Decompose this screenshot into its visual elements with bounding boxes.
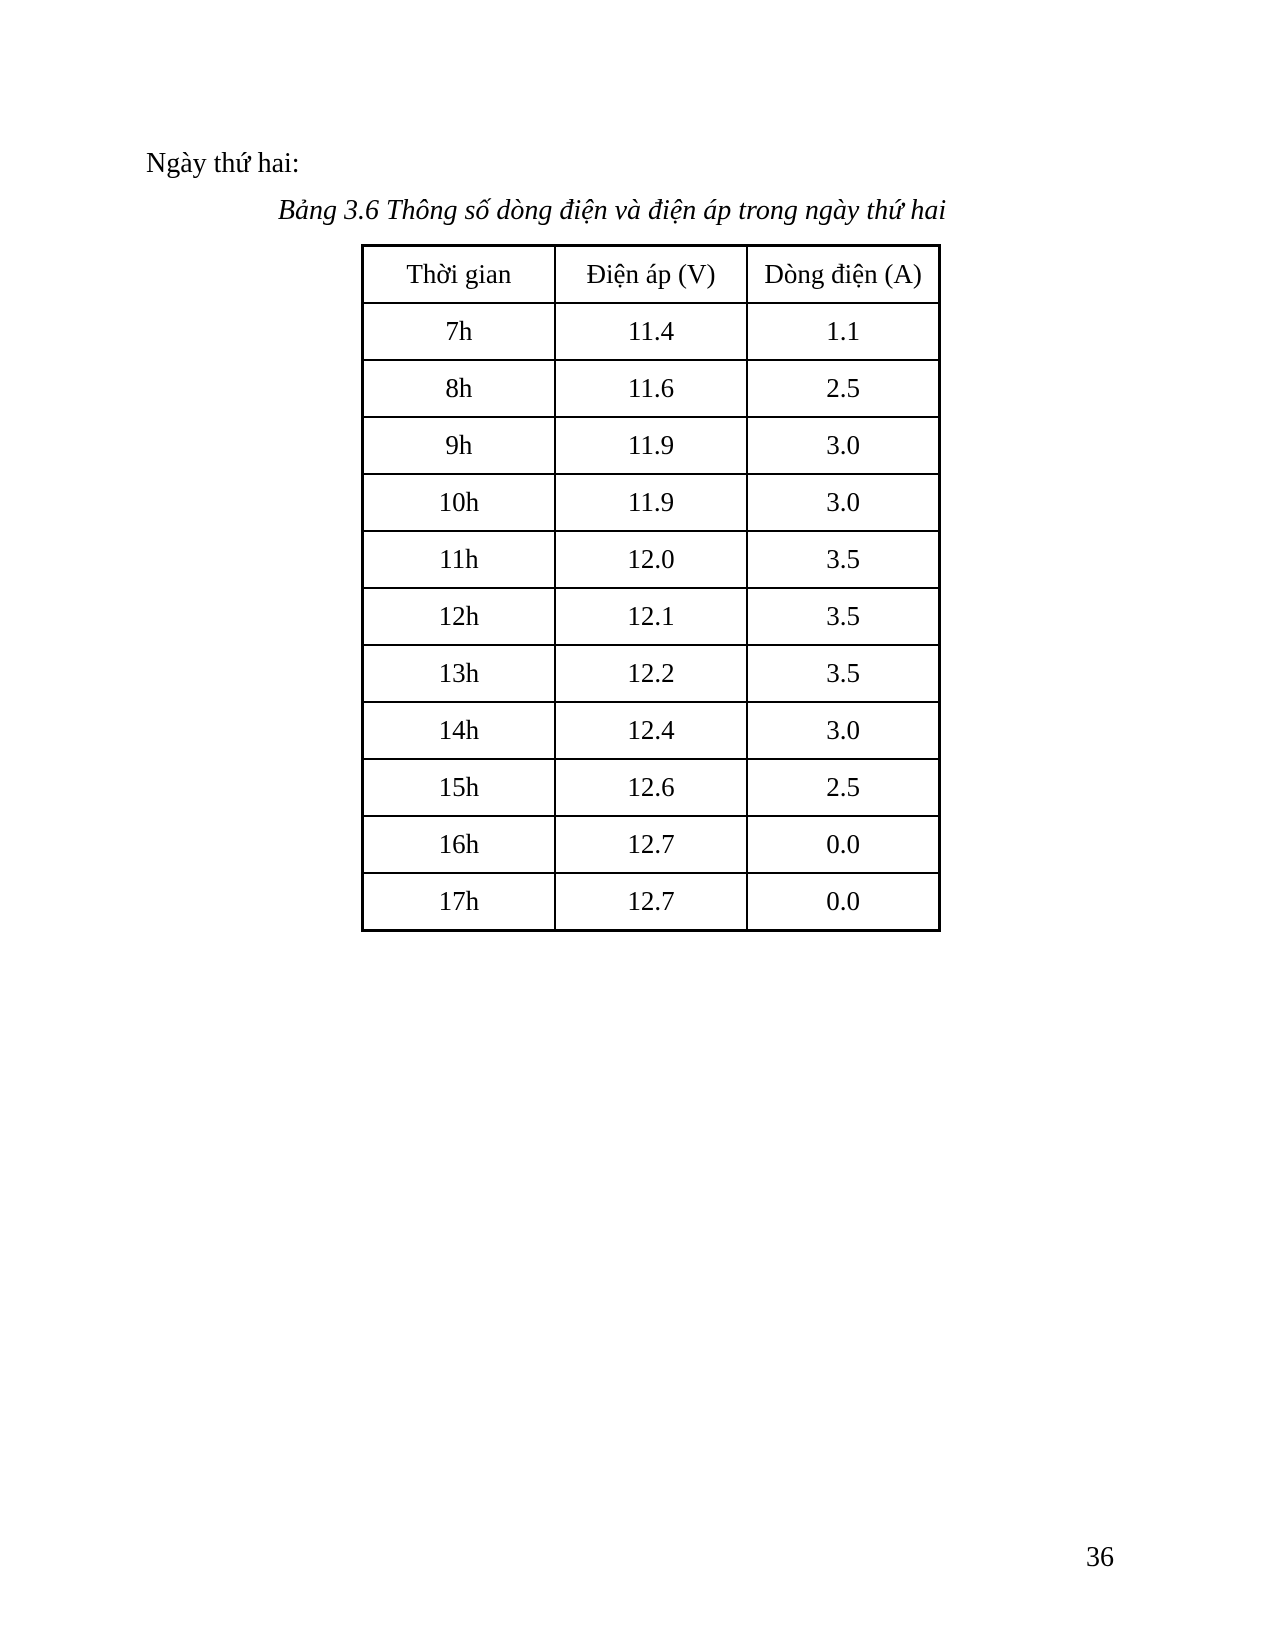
table-cell: 11h <box>363 531 555 588</box>
table-cell: 3.0 <box>747 417 939 474</box>
table-cell: 11.9 <box>555 417 747 474</box>
table-body <box>363 303 940 931</box>
intro-text: Ngày thứ hai: <box>146 148 300 179</box>
table-row <box>363 645 940 702</box>
table-cell: 1.1 <box>747 303 939 360</box>
header-cell-time: Thời gian <box>363 246 555 304</box>
data-table <box>361 244 941 932</box>
table-cell: 0.0 <box>747 873 939 931</box>
page-number: 36 <box>1086 1542 1114 1573</box>
table-row <box>363 474 940 531</box>
table-row <box>363 417 940 474</box>
table-cell: 12.1 <box>555 588 747 645</box>
table-row <box>363 303 940 360</box>
table-cell: 0.0 <box>747 816 939 873</box>
table-header <box>363 246 940 304</box>
table-cell: 12.2 <box>555 645 747 702</box>
table-cell: 7h <box>363 303 555 360</box>
table-cell: 16h <box>363 816 555 873</box>
table-cell: 10h <box>363 474 555 531</box>
table-cell: 9h <box>363 417 555 474</box>
table-row <box>363 531 940 588</box>
table-cell: 14h <box>363 702 555 759</box>
table-cell: 3.0 <box>747 474 939 531</box>
table-cell: 13h <box>363 645 555 702</box>
table-cell: 12.7 <box>555 816 747 873</box>
table-cell: 12.7 <box>555 873 747 931</box>
table-row <box>363 816 940 873</box>
table-cell: 11.4 <box>555 303 747 360</box>
table-cell: 12.0 <box>555 531 747 588</box>
table-cell: 2.5 <box>747 360 939 417</box>
table-cell: 11.6 <box>555 360 747 417</box>
table-cell: 12.6 <box>555 759 747 816</box>
table-row <box>363 702 940 759</box>
table-cell: 17h <box>363 873 555 931</box>
table-cell: 12h <box>363 588 555 645</box>
table-caption: Bảng 3.6 Thông số dòng điện và điện áp trong ngày thứ hai <box>277 195 947 226</box>
table-cell: 3.5 <box>747 531 939 588</box>
table-row <box>363 588 940 645</box>
table-cell: 12.4 <box>555 702 747 759</box>
table-header-row <box>363 246 940 304</box>
table-cell: 2.5 <box>747 759 939 816</box>
table-cell: 15h <box>363 759 555 816</box>
header-cell-voltage: Điện áp (V) <box>555 246 747 304</box>
table-cell: 3.5 <box>747 645 939 702</box>
table-cell: 11.9 <box>555 474 747 531</box>
table-row <box>363 759 940 816</box>
table-row <box>363 873 940 931</box>
table-cell: 8h <box>363 360 555 417</box>
table-cell: 3.5 <box>747 588 939 645</box>
header-cell-current: Dòng điện (A) <box>747 246 939 304</box>
table-cell: 3.0 <box>747 702 939 759</box>
table-row <box>363 360 940 417</box>
